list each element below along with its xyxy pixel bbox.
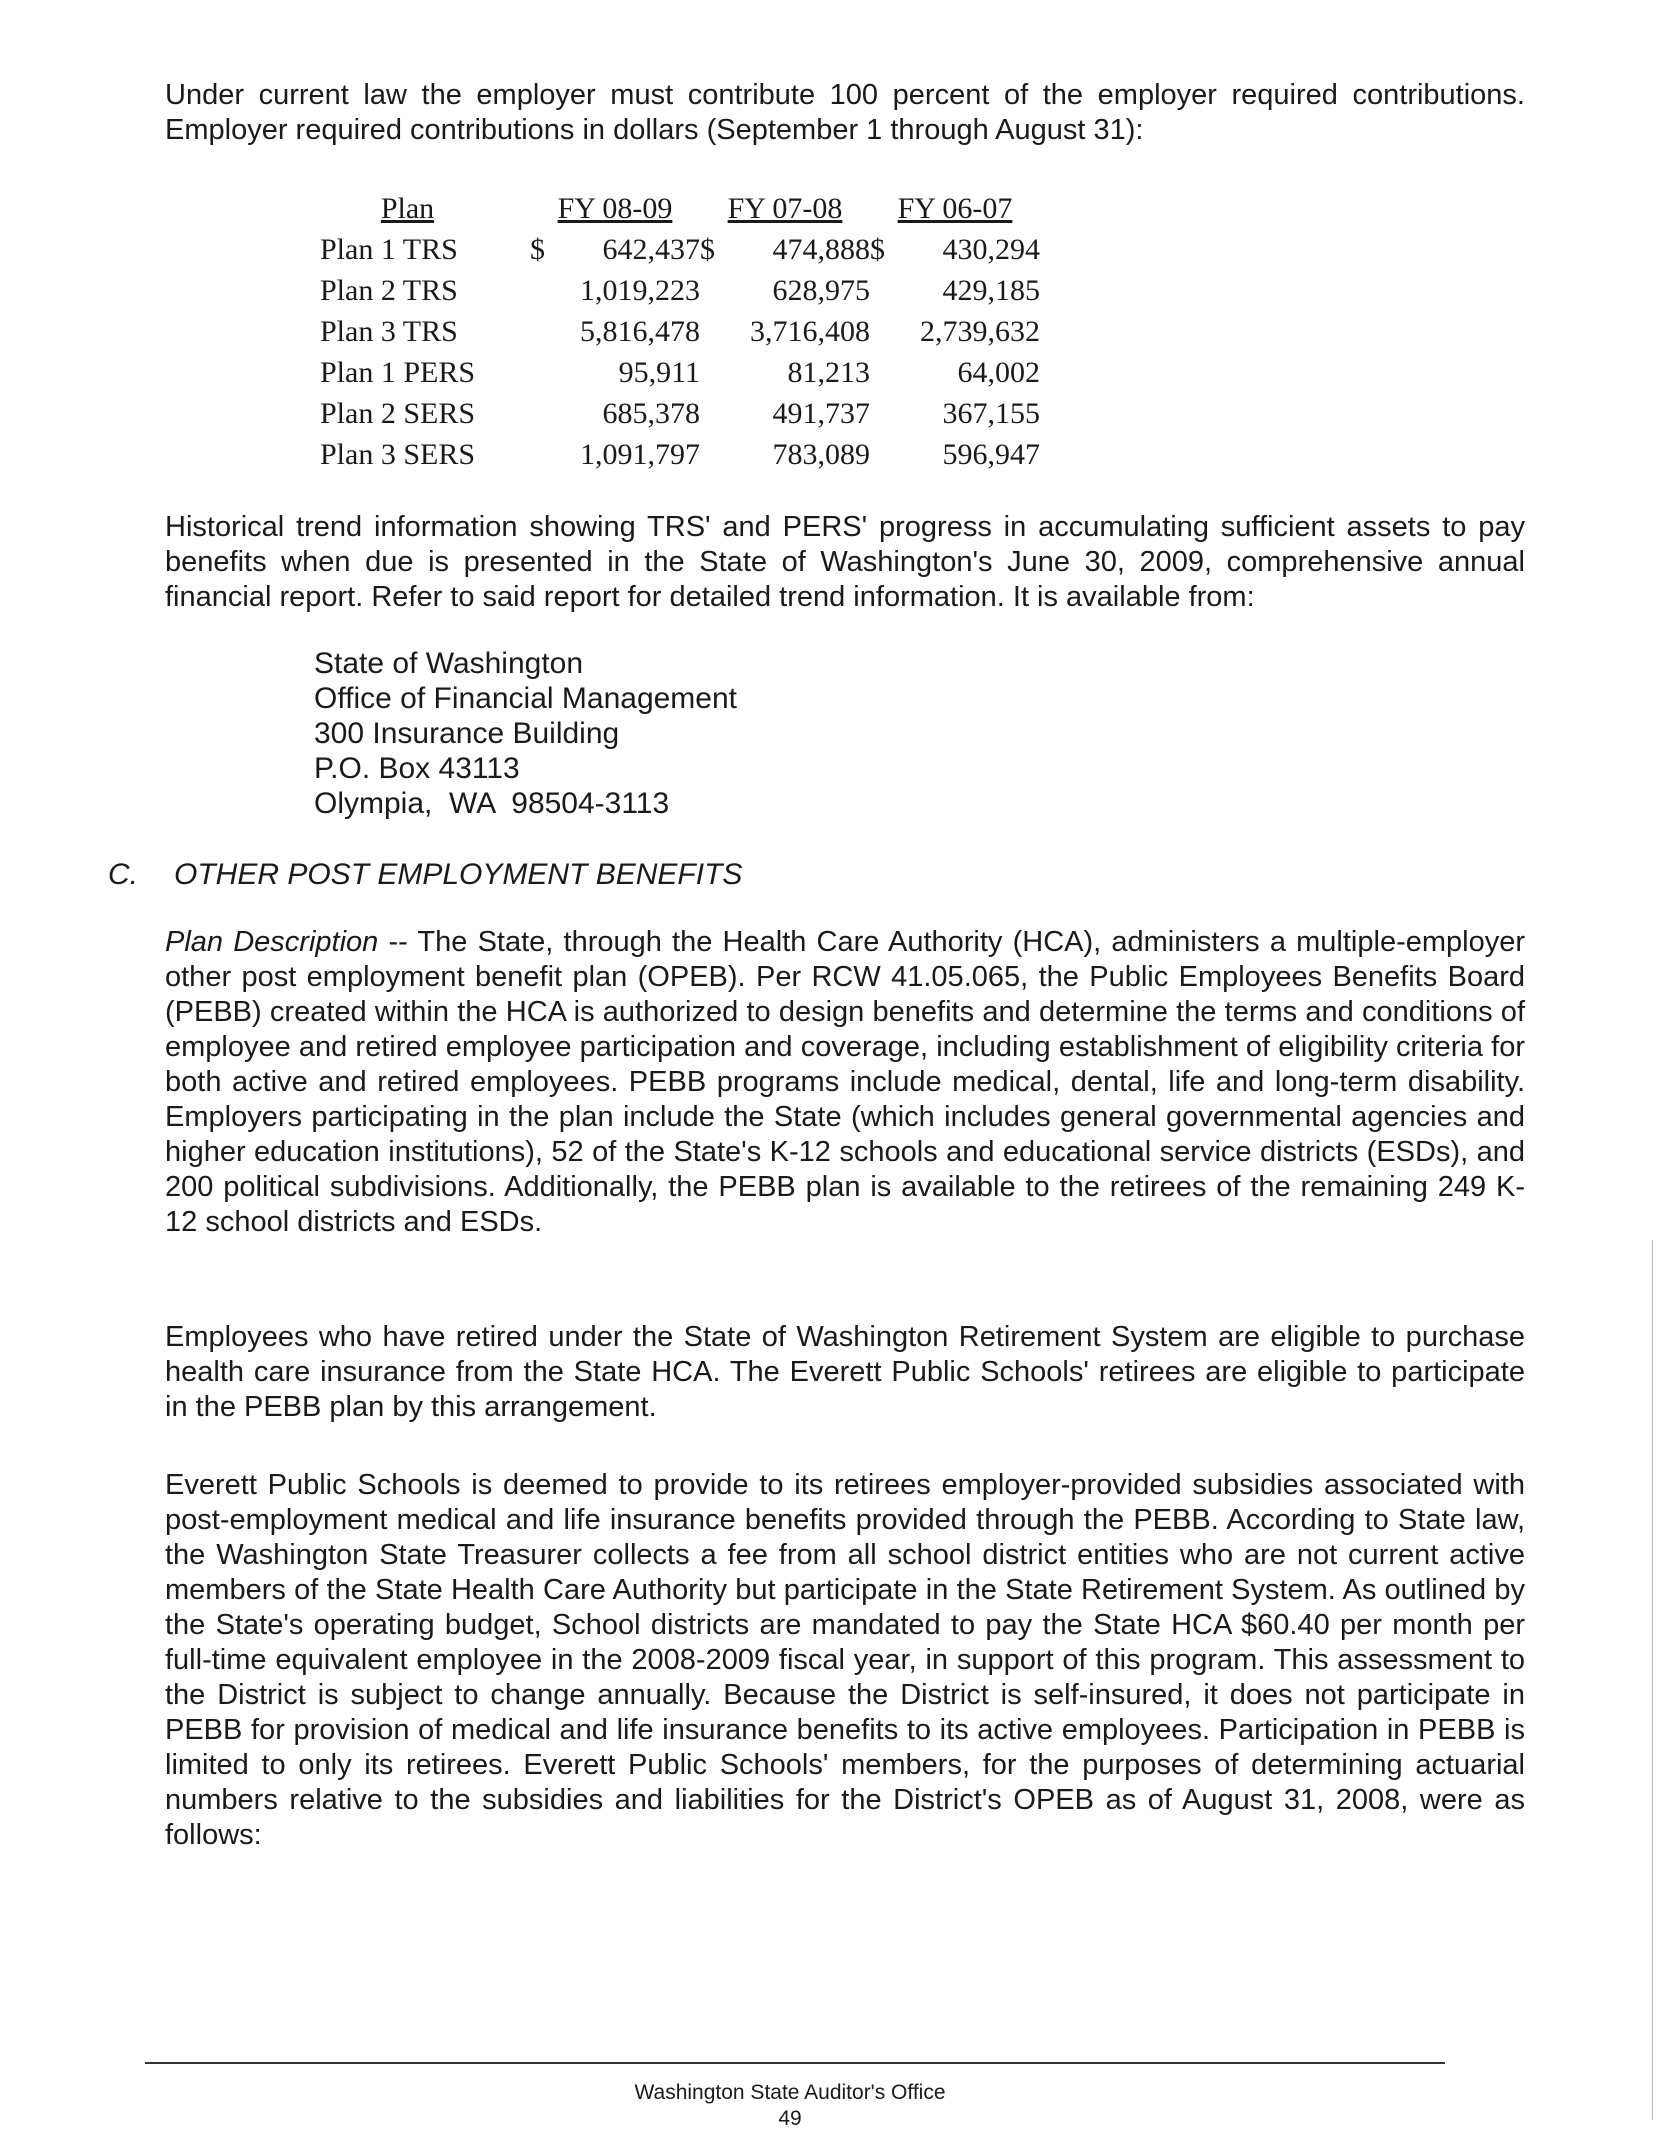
amount-cell-fy0809 <box>530 271 700 311</box>
currency-symbol <box>870 353 888 393</box>
currency-symbol <box>700 312 718 352</box>
currency-symbol <box>700 353 718 393</box>
amount-cell-fy0809 <box>530 394 700 434</box>
amount-value: 642,437 <box>602 232 700 266</box>
amount-cell-fy0607 <box>870 312 1040 352</box>
plan-description-text: -- The State, through the Health Care Authority (HCA), administers a multiple-employer other post employment benefit plan (OPEB). Per RCW 41.05.065, the Public Employees Benefits Board (PEBB) created within the HCA is authorized to design benefits and determine the terms and conditions of employee and retired employee participation and coverage, including establishment of eligibility criteria for both active and retired employees. PEBB programs include medical, dental, life and long-term disability. Employers participating in the plan include the State (which includes general governmental agencies and higher education institutions), 52 of the State's K-12 schools and educational service districts (ESDs), and 200 political subdivisions. Additionally, the PEBB plan is available to the retirees of the remaining 249 K-12 school districts and ESDs. <box>165 926 1525 1238</box>
amount-value: 628,975 <box>772 273 870 307</box>
address-block <box>314 646 737 821</box>
section-letter: C. <box>108 858 138 891</box>
currency-symbol <box>870 435 888 475</box>
plan-name: Plan 1 PERS <box>320 355 476 389</box>
intro-paragraph: Under current law the employer must contribute 100 percent of the employer required contributions. Employer required contributions in dollars (September 1 through August 31): <box>165 79 1525 146</box>
amount-cell-fy0607 <box>870 394 1040 434</box>
amount-value: 95,911 <box>618 355 700 389</box>
currency-symbol: $ <box>700 232 715 266</box>
trend-paragraph: Historical trend information showing TRS' and PERS' progress in accumulating sufficient assets to pay benefits when due is presented in the State of Washington's June 30, 2009, comprehensive annual financial report. Refer to said report for detailed trend information. It is available from: <box>165 511 1525 613</box>
amount-cell-fy0607 <box>870 271 1040 311</box>
address-line: State of Washington <box>314 647 584 680</box>
table-header-row <box>320 188 1040 229</box>
amount-value: 367,155 <box>942 396 1040 430</box>
plan-name: Plan 2 TRS <box>320 273 458 307</box>
plan-description-paragraph <box>165 925 1525 1240</box>
table-row <box>320 352 1040 393</box>
amount-value: 64,002 <box>957 355 1040 389</box>
amount-cell-fy0809 <box>530 353 700 393</box>
plan-name: Plan 3 SERS <box>320 437 476 471</box>
table-body <box>320 229 1040 475</box>
amount-value: 491,737 <box>772 396 870 430</box>
scan-edge-line <box>1652 1240 1653 2120</box>
amount-cell-fy0809 <box>530 312 700 352</box>
section-heading <box>108 858 742 892</box>
amount-cell-fy0708 <box>700 271 870 311</box>
amount-cell-fy0708 <box>700 353 870 393</box>
amount-value: 5,816,478 <box>580 314 700 348</box>
amount-cell-fy0607 <box>870 435 1040 475</box>
subsidies-paragraph: Everett Public Schools is deemed to provide to its retirees employer-provided subsidies associated with post-employment medical and life insurance benefits provided through the PEBB. According to State law, the Washington State Treasurer collects a fee from all school district entities who are not current active members of the State Health Care Authority but participate in the State Retirement System. As outlined by the State's operating budget, School districts are mandated to pay the State HCA $60.40 per month per full-time equivalent employee in the 2008-2009 fiscal year, in support of this program. This assessment to the District is subject to change annually. Because the District is self-insured, it does not participate in PEBB for provision of medical and life insurance benefits to its active employees. Participation in PEBB is limited to only its retirees. Everett Public Schools' members, for the purposes of determining actuarial numbers relative to the subsidies and liabilities for the District's OPEB as of August 31, 2008, were as follows: <box>165 1469 1525 1851</box>
footer-office: Washington State Auditor's Office <box>634 2081 946 2104</box>
amount-value: 430,294 <box>942 232 1040 266</box>
address-line: P.O. Box 43113 <box>314 752 520 785</box>
contributions-table <box>320 188 1040 475</box>
plan-name: Plan 1 TRS <box>320 232 458 266</box>
amount-value: 3,716,408 <box>750 314 870 348</box>
amount-value: 429,185 <box>942 273 1040 307</box>
amount-value: 474,888 <box>772 232 870 266</box>
amount-cell-fy0708 <box>700 230 870 270</box>
table-row <box>320 270 1040 311</box>
plan-description-lead: Plan Description <box>165 926 379 958</box>
plan-name: Plan 2 SERS <box>320 396 476 430</box>
currency-symbol <box>530 394 548 434</box>
currency-symbol <box>870 271 888 311</box>
footer-rule <box>145 2062 1445 2064</box>
currency-symbol <box>530 435 548 475</box>
header-fy0708: FY 07-08 <box>727 191 843 225</box>
amount-cell-fy0708 <box>700 394 870 434</box>
table-row <box>320 311 1040 352</box>
currency-symbol <box>530 271 548 311</box>
currency-symbol <box>700 394 718 434</box>
header-fy0809: FY 08-09 <box>557 191 673 225</box>
amount-value: 596,947 <box>942 437 1040 471</box>
address-line: 300 Insurance Building <box>314 717 620 750</box>
eligibility-paragraph: Employees who have retired under the State of Washington Retirement System are eligible to purchase health care insurance from the State HCA. The Everett Public Schools' retirees are eligible to participate in the PEBB plan by this arrangement. <box>165 1321 1525 1423</box>
amount-value: 685,378 <box>602 396 700 430</box>
amount-value: 783,089 <box>772 437 870 471</box>
amount-value: 1,019,223 <box>580 273 700 307</box>
amount-value: 2,739,632 <box>920 314 1040 348</box>
currency-symbol <box>870 312 888 352</box>
currency-symbol <box>700 271 718 311</box>
address-line: Office of Financial Management <box>314 682 738 715</box>
currency-symbol <box>700 435 718 475</box>
currency-symbol: $ <box>530 232 545 266</box>
header-plan: Plan <box>380 191 435 225</box>
currency-symbol <box>870 394 888 434</box>
amount-cell-fy0708 <box>700 435 870 475</box>
currency-symbol <box>530 312 548 352</box>
page-number: 49 <box>778 2107 802 2130</box>
address-line: Olympia, WA 98504-3113 <box>314 787 670 820</box>
amount-value: 1,091,797 <box>580 437 700 471</box>
amount-cell-fy0607 <box>870 230 1040 270</box>
amount-value: 81,213 <box>787 355 870 389</box>
table-row <box>320 229 1040 270</box>
header-fy0607: FY 06-07 <box>897 191 1013 225</box>
amount-cell-fy0708 <box>700 312 870 352</box>
amount-cell-fy0809 <box>530 435 700 475</box>
amount-cell-fy0809 <box>530 230 700 270</box>
currency-symbol: $ <box>870 232 885 266</box>
section-title: OTHER POST EMPLOYMENT BENEFITS <box>174 858 743 891</box>
table-row <box>320 434 1040 475</box>
currency-symbol <box>530 353 548 393</box>
amount-cell-fy0607 <box>870 353 1040 393</box>
plan-name: Plan 3 TRS <box>320 314 458 348</box>
table-row <box>320 393 1040 434</box>
footer <box>0 2080 1580 2132</box>
